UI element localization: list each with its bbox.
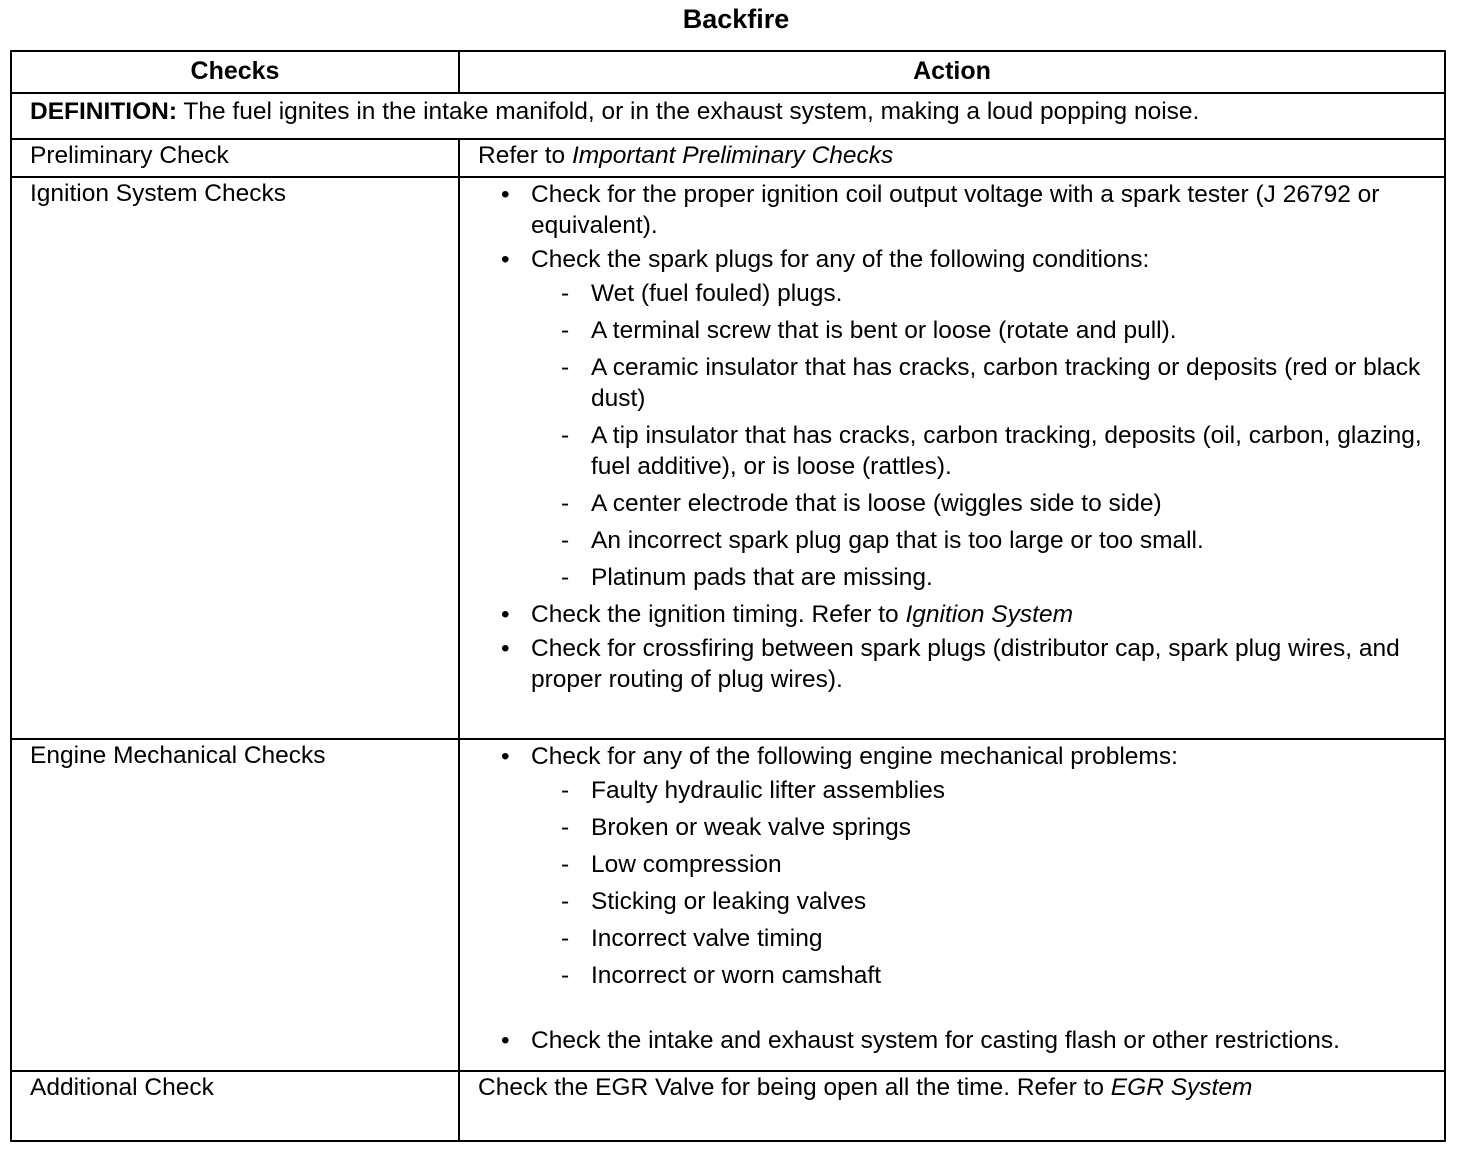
sub-list-item: - Faulty hydraulic lifter assemblies — [561, 775, 1443, 806]
action-list — [461, 741, 1443, 1056]
check-cell: Preliminary Check — [11, 139, 459, 177]
table-row-preliminary — [11, 139, 1445, 177]
definition-cell — [11, 93, 1445, 139]
list-item: • Check the intake and exhaust system for casting flash or other restrictions. — [501, 1025, 1443, 1056]
action-cell — [459, 177, 1445, 739]
check-cell: Additional Check — [11, 1071, 459, 1141]
sub-list-item: - Platinum pads that are missing. — [561, 562, 1443, 593]
table-row-engine — [11, 739, 1445, 1071]
diagnostic-table — [10, 50, 1446, 1142]
page-title: Backfire — [682, 4, 790, 34]
list-item — [501, 244, 1443, 593]
sub-list-item: - Wet (fuel fouled) plugs. — [561, 278, 1443, 309]
list-item-text: Check the ignition timing. Refer to — [531, 601, 906, 628]
list-item-text: Check for any of the following engine mechanical problems: — [531, 743, 1178, 770]
list-item: • Check for the proper ignition coil output voltage with a spark tester (J 26792 or equivalent). — [501, 179, 1443, 241]
definition-text: The fuel ignites in the intake manifold, or in the exhaust system, making a loud popping noise. — [177, 98, 1200, 125]
reference-link: EGR System — [1110, 1074, 1253, 1101]
definition-row — [11, 93, 1445, 139]
sub-list-item: - A center electrode that is loose (wiggles side to side) — [561, 488, 1443, 519]
check-cell: Engine Mechanical Checks — [11, 739, 459, 1071]
sub-list-item: - A tip insulator that has cracks, carbon tracking, deposits (oil, carbon, glazing, fuel additive), or is loose (rattles). — [561, 420, 1443, 482]
action-cell — [459, 1071, 1445, 1141]
table-row-ignition — [11, 177, 1445, 739]
list-item — [501, 741, 1443, 991]
action-cell — [459, 739, 1445, 1071]
reference-link: Ignition System — [905, 601, 1073, 628]
sub-list-item: - An incorrect spark plug gap that is too large or too small. — [561, 525, 1443, 556]
sub-list-item: - A ceramic insulator that has cracks, carbon tracking or deposits (red or black dust) — [561, 352, 1443, 414]
action-cell — [459, 139, 1445, 177]
action-list — [461, 179, 1443, 695]
table-row-additional — [11, 1071, 1445, 1141]
sub-list — [531, 278, 1443, 593]
sub-list-item: - A terminal screw that is bent or loose (rotate and pull). — [561, 315, 1443, 346]
action-text: Refer to — [478, 142, 572, 169]
sub-list-item: - Incorrect or worn camshaft — [561, 960, 1443, 991]
list-item — [501, 599, 1443, 630]
action-column-header: Action — [459, 51, 1445, 93]
check-cell: Ignition System Checks — [11, 177, 459, 739]
checks-column-header: Checks — [11, 51, 459, 93]
sub-list-item: - Low compression — [561, 849, 1443, 880]
list-item: • Check for crossfiring between spark plugs (distributor cap, spark plug wires, and proper routing of plug wires). — [501, 633, 1443, 695]
sub-list-item: - Sticking or leaking valves — [561, 886, 1443, 917]
reference-link: Important Preliminary Checks — [571, 142, 894, 169]
sub-list — [531, 775, 1443, 991]
sub-list-item: - Broken or weak valve springs — [561, 812, 1443, 843]
action-text: Check the EGR Valve for being open all the time. Refer to — [478, 1074, 1111, 1101]
definition-label: DEFINITION: — [30, 98, 177, 125]
list-item-text: Check the spark plugs for any of the following conditions: — [531, 246, 1150, 273]
sub-list-item: - Incorrect valve timing — [561, 923, 1443, 954]
header-row — [11, 51, 1445, 93]
